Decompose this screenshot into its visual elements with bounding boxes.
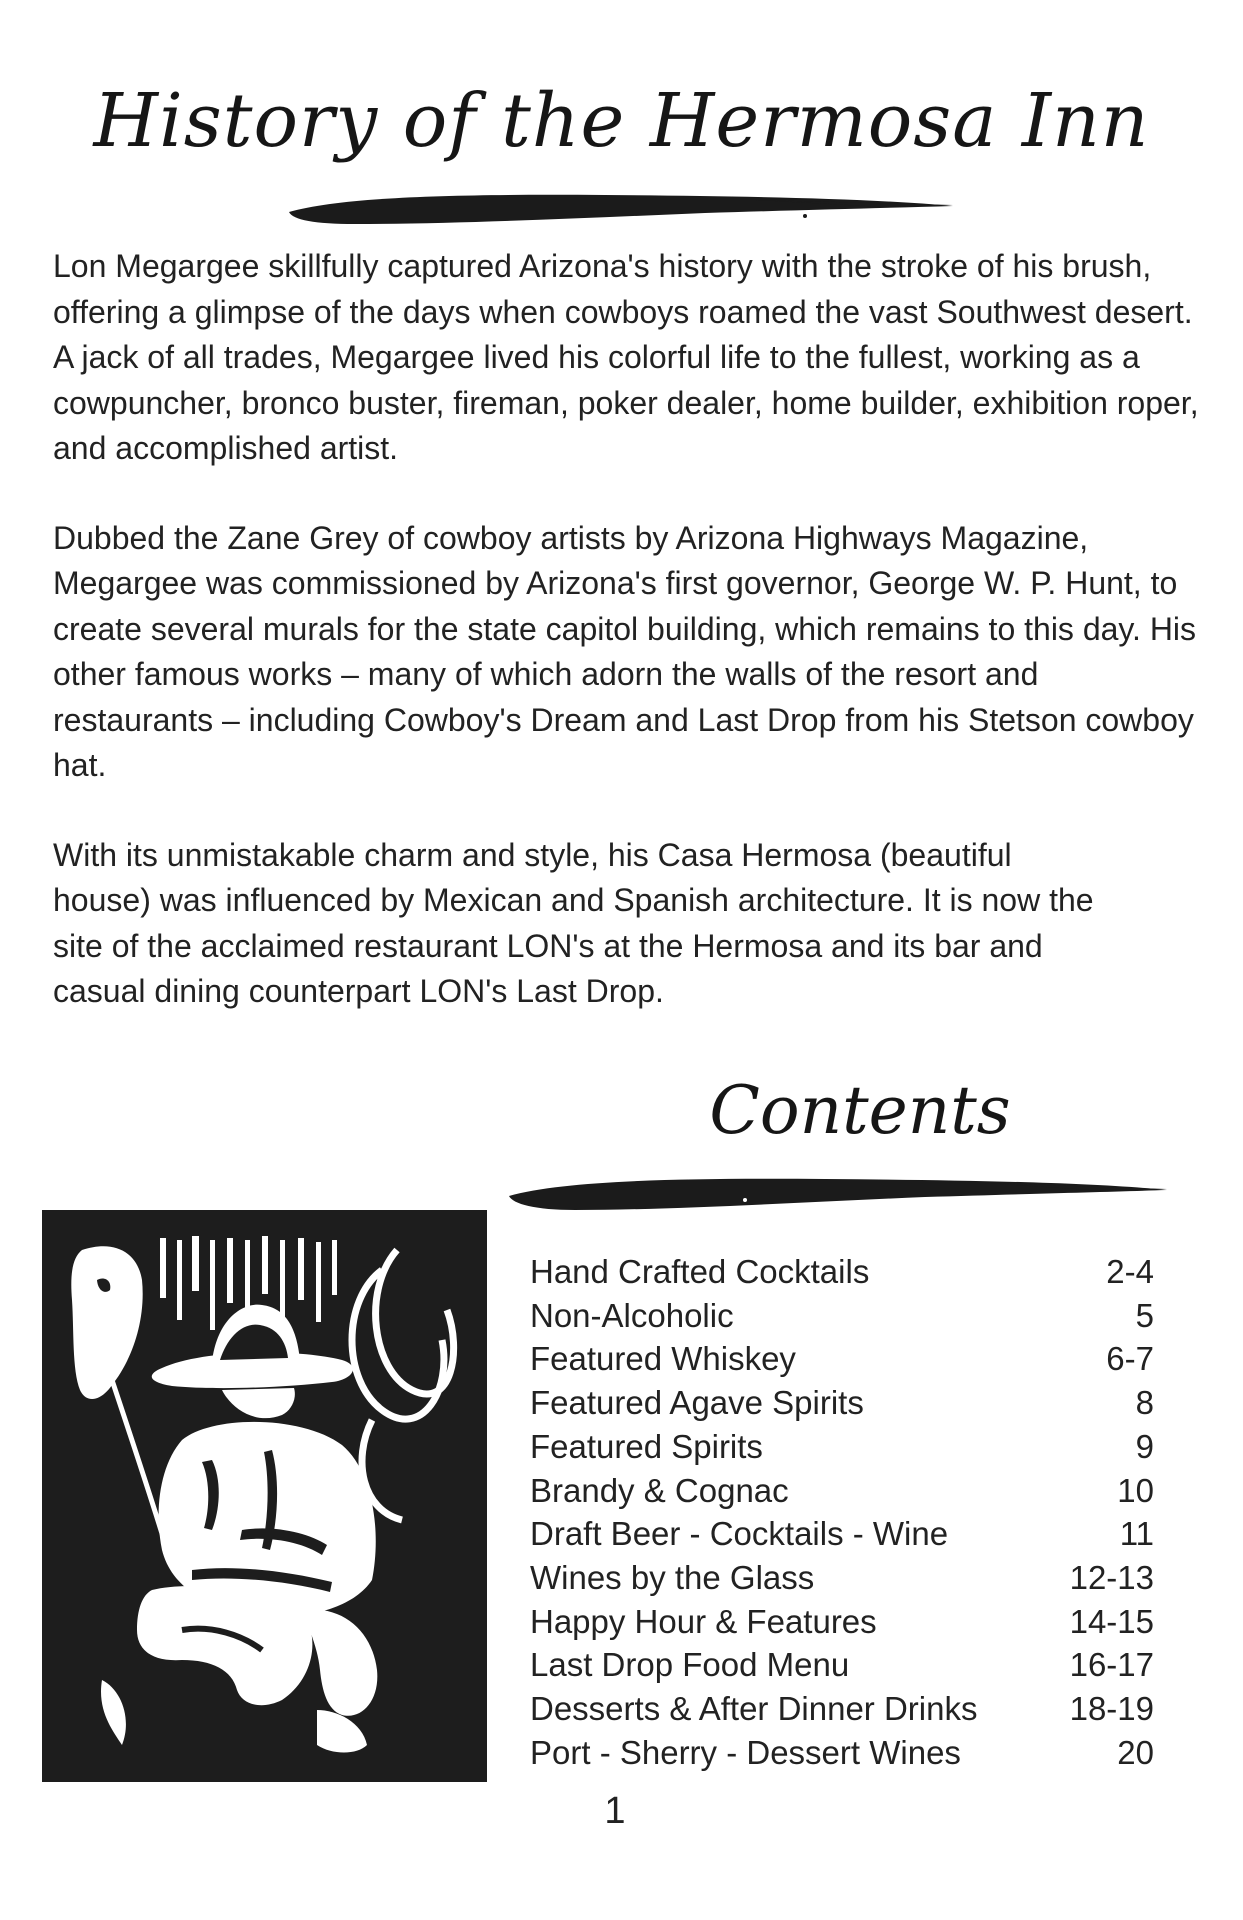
cowboy-woodcut-illustration-icon	[42, 1210, 487, 1782]
contents-item-page: 10	[1117, 1471, 1154, 1509]
contents-item-page: 6-7	[1106, 1340, 1154, 1378]
contents-item-page: 2-4	[1106, 1253, 1154, 1290]
contents-item-page: 18-19	[1069, 1690, 1154, 1728]
contents-item-page: 8	[1135, 1384, 1154, 1422]
contents-item-page: 11	[1119, 1515, 1154, 1553]
contents-item	[530, 1600, 1160, 1644]
contents-item	[530, 1294, 1160, 1338]
contents-list	[530, 1250, 1160, 1774]
contents-item	[530, 1381, 1160, 1425]
history-body	[53, 244, 1203, 1059]
contents-item-page: 14-15	[1069, 1602, 1154, 1640]
page-title: History of the Hermosa Inn	[93, 78, 1150, 164]
contents-item-label: Happy Hour & Features	[530, 1602, 877, 1640]
history-paragraph: With its unmistakable charm and style, his Casa Hermosa (beautiful house) was influenced by Mexican and Spanish architecture. It is now the site of the acclaimed restaurant LON's at the Hermosa and its bar and casual dining counterpart LON's Last Drop.	[53, 836, 1094, 1009]
contents-item	[530, 1337, 1160, 1381]
contents-item	[530, 1643, 1160, 1687]
history-paragraph: Dubbed the Zane Grey of cowboy artists by Arizona Highways Magazine, Megargee was commissioned by Arizona's first governor, George W. P. Hunt, to create several murals for the state capitol building, which remains to this day. His other famous works – many of which adorn the walls of the resort and restaurants – including Cowboy's Dream and Last Drop from his Stetson cowboy hat.	[53, 519, 1197, 783]
contents-item	[530, 1469, 1160, 1513]
contents-item-label: Wines by the Glass	[530, 1558, 815, 1596]
contents-item-label: Featured Agave Spirits	[530, 1384, 864, 1422]
contents-item-label: Featured Whiskey	[530, 1340, 796, 1378]
contents-item-page: 16-17	[1069, 1646, 1154, 1684]
contents-item-label: Featured Spirits	[530, 1427, 763, 1465]
contents-item-label: Last Drop Food Menu	[530, 1646, 850, 1684]
contents-item	[530, 1425, 1160, 1469]
brush-stroke-divider-icon	[285, 186, 955, 230]
contents-item	[530, 1731, 1160, 1775]
contents-item-label: Brandy & Cognac	[530, 1471, 789, 1509]
brush-stroke-divider-icon	[505, 1170, 1170, 1216]
contents-item-page: 20	[1117, 1733, 1154, 1771]
contents-item	[530, 1250, 1160, 1294]
contents-item-page: 9	[1135, 1427, 1154, 1465]
contents-item	[530, 1512, 1160, 1556]
contents-item-label: Non-Alcoholic	[530, 1296, 734, 1334]
page-number: 1	[604, 1790, 626, 1832]
contents-title: Contents	[709, 1072, 1011, 1149]
contents-item-label: Hand Crafted Cocktails	[530, 1253, 870, 1290]
contents-item-label: Draft Beer - Cocktails - Wine	[530, 1515, 949, 1553]
contents-item-label: Desserts & After Dinner Drinks	[530, 1690, 978, 1728]
history-paragraph: Lon Megargee skillfully captured Arizona's history with the stroke of his brush, offering a glimpse of the days when cowboys roamed the vast Southwest desert. A jack of all trades, Megargee lived his colorful life to the fullest, working as a cowpuncher, bronco buster, fireman, poker dealer, home builder, exhibition roper, and accomplished artist.	[53, 248, 1199, 466]
contents-item	[530, 1687, 1160, 1731]
contents-item-label: Port - Sherry - Dessert Wines	[530, 1733, 961, 1771]
contents-item	[530, 1556, 1160, 1600]
contents-item-page: 5	[1135, 1296, 1154, 1334]
contents-item-page: 12-13	[1069, 1558, 1154, 1596]
